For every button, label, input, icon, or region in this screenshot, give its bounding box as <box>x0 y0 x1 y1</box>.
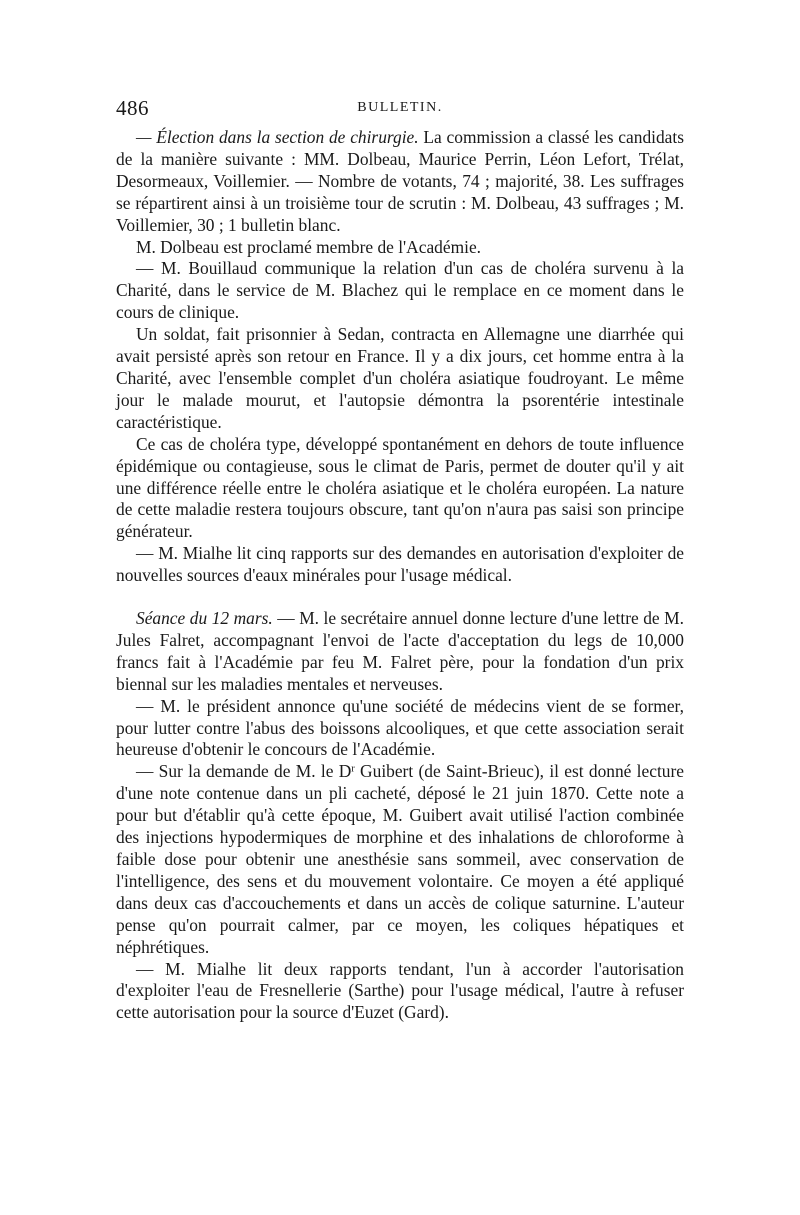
page-number: 486 <box>116 96 149 120</box>
running-title: BULLETIN. <box>357 100 443 115</box>
session-heading: Séance du 12 mars. <box>136 608 273 629</box>
paragraph-cholera-type: Ce cas de choléra type, développé spontanément en dehors de toute influence épidémique ou contagieuse, sous le climat de Paris, permet de douter qu'il y ait une différence réelle entre le choléra asiatique et le choléra européen. La nature de cette maladie restera toujours obscure, tant qu'on n'aura pas saisi son principe générateur. <box>116 433 684 542</box>
paragraph-seance-12-mars: Séance du 12 mars. — M. le secrétaire annuel donne lecture d'une lettre de M. Jules Falret, accompagnant l'envoi de l'acte d'acceptation du legs de 10,000 francs fait à l'Académie par feu M. Falret père, pour la fondation d'un prix biennal sur les maladies mentales et nerveuses. <box>116 608 684 694</box>
paragraph-mialhe-two-reports: — M. Mialhe lit deux rapports tendant, l'un à accorder l'autorisation d'exploiter l'eau de Fresnellerie (Sarthe) pour l'usage médical, l'autre à refuser cette autorisation pour la source d'Euzet (Gard). <box>116 958 684 1023</box>
paragraph-society-announcement: — M. le président annonce qu'une société de médecins vient de se former, pour lutter contre l'abus des boissons alcooliques, et que cette association serait heureuse d'obtenir le concours de l'Académie. <box>116 695 684 760</box>
running-head <box>116 96 684 126</box>
body-text <box>116 127 684 1024</box>
paragraph-guibert-note: — Sur la demande de M. le $D^r$ Guibert (de Saint-Brieuc), il est donné lecture d'une note contenue dans un pli cacheté, déposé le 21 juin 1870. Cette note a pour but d'établir qu'à cette époque, M. Guibert avait utilisé l'action combinée des injections hypodermiques de morphine et des inhalations de chloroforme à faible dose pour obtenir une anesthésie sans sommeil, avec conservation de l'intelligence, des sens et du mouvement volontaire. Ce moyen a été appliqué dans deux cas d'accouchements et dans un accès de colique saturnine. L'auteur pense qu'on pourrait calmer, par ce moyen, les coliques hépatiques et néphrétiques. <box>116 761 684 957</box>
section-heading: — Élection dans la section de chirurgie. <box>136 127 419 147</box>
paragraph-soldier-case: Un soldat, fait prisonnier à Sedan, contracta en Allemagne une diarrhée qui avait persisté après son retour en France. Il y a dix jours, cet homme entra à la Charité, avec l'ensemble complet d'un choléra asiatique foudroyant. Le même jour le malade mourut, et l'autopsie démontra la psorentérie intestinale caractéristique. <box>116 324 684 432</box>
paragraph-bouillaud-cholera: — M. Bouillaud communique la relation d'un cas de choléra survenu à la Charité, dans le service de M. Blachez qui le remplace en ce moment dans le cours de clinique. <box>116 258 684 323</box>
paragraph-dolbeau-proclaimed: M. Dolbeau est proclamé membre de l'Académie. <box>136 236 482 257</box>
paragraph-mialhe-reports: — M. Mialhe lit cinq rapports sur des demandes en autorisation d'exploiter de nouvelles sources d'eaux minérales pour l'usage médical. <box>116 543 684 586</box>
paragraph-election-chirurgie: — Élection dans la section de chirurgie. La commission a classé les candidats de la manière suivante : MM. Dolbeau, Maurice Perrin, Léon Lefort, Trélat, Desormeaux, Voillemier. — Nombre de votants, 74 ; majorité, 38. Les suffrages se répartirent ainsi à un troisième tour de scrutin : M. Dolbeau, 43 suffrages ; M. Voillemier, 30 ; 1 bulletin blanc. <box>116 127 684 235</box>
